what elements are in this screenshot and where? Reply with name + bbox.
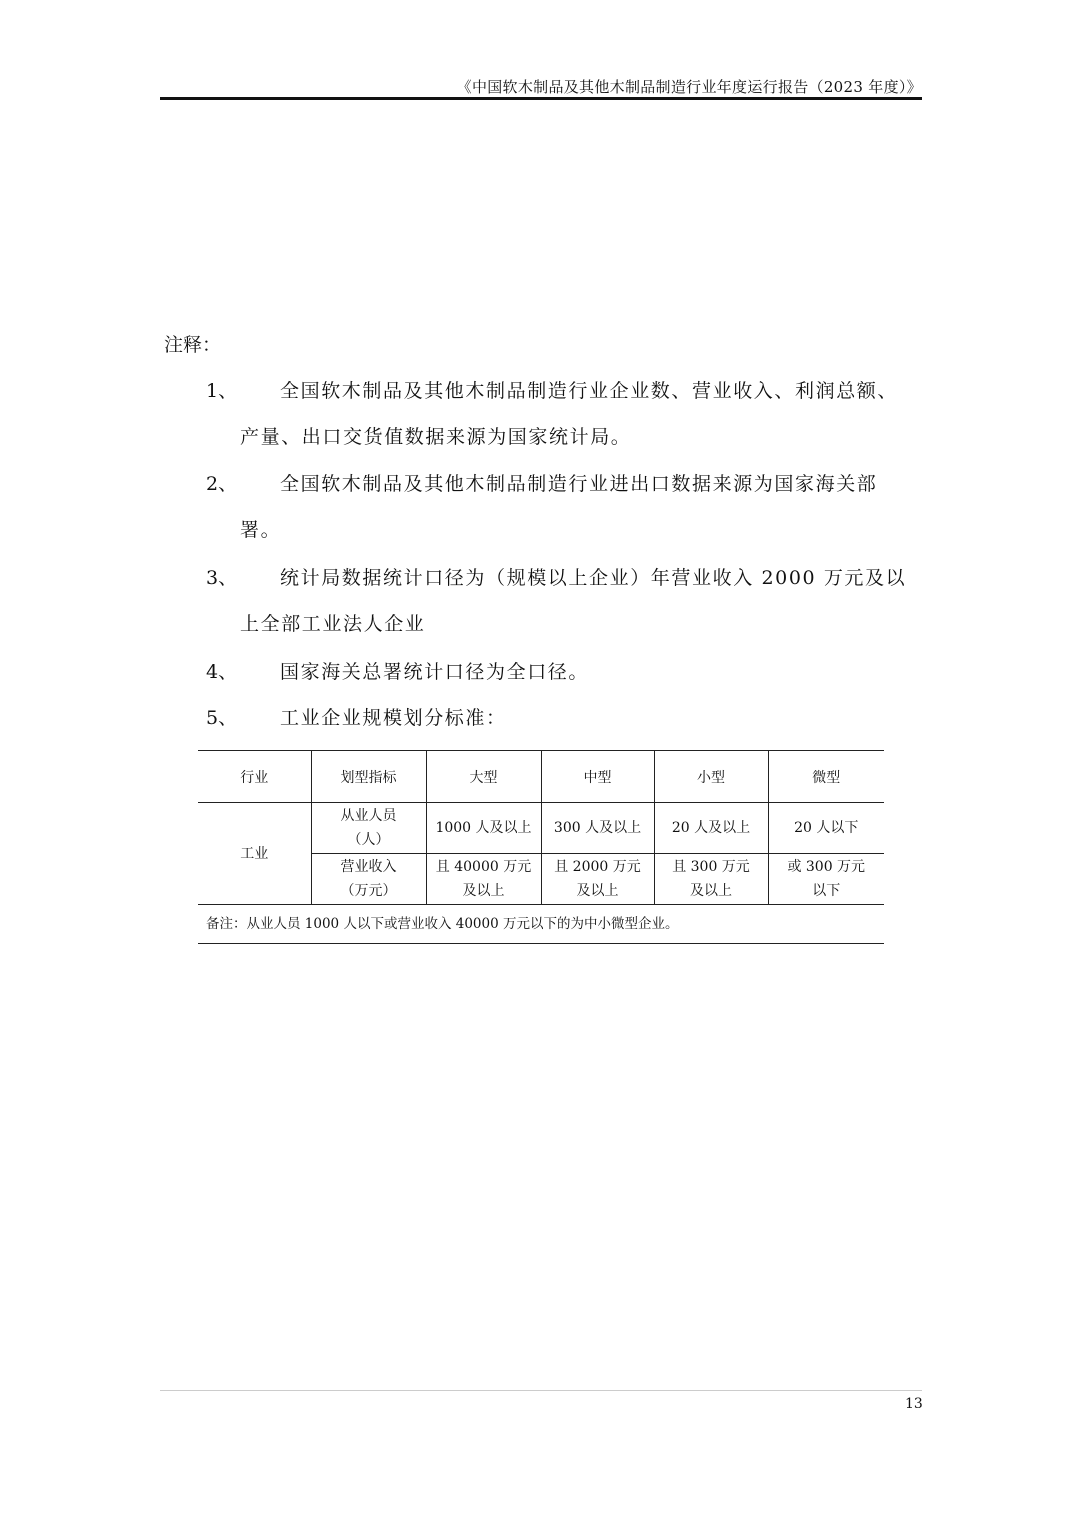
enterprise-scale-table	[198, 750, 884, 944]
note-text-line: 上全部工业法人企业	[240, 613, 426, 635]
note-text-line: 全国软木制品及其他木制品制造行业企业数、营业收入、利润总额、	[280, 380, 899, 402]
cell-line: 或 300 万元	[787, 859, 866, 875]
note-text-line: 国家海关总署统计口径为全口径。	[280, 661, 590, 683]
note-text-line: 全国软木制品及其他木制品制造行业进出口数据来源为国家海关部	[280, 473, 878, 495]
indicator-unit: （人）	[347, 832, 390, 848]
note-number: 2、	[206, 473, 238, 495]
table-cell-large: 1000 人及以上	[426, 803, 541, 854]
indicator-label: 营业收入	[340, 859, 397, 875]
report-header-title: 《中国软木制品及其他木制品制造行业年度运行报告（2023 年度）》	[456, 78, 922, 96]
table-cell-medium: 300 人及以上	[541, 803, 654, 854]
cell-line: 且 40000 万元	[435, 859, 532, 875]
note-text-line: 产量、出口交货值数据来源为国家统计局。	[240, 426, 632, 448]
notes-heading: 注释：	[164, 334, 222, 356]
note-number: 5、	[206, 707, 238, 729]
industry-cell: 工业	[198, 803, 311, 905]
cell-line: 及以上	[690, 883, 732, 899]
cell-line: 且 2000 万元	[554, 859, 641, 875]
cell-line: 以下	[812, 883, 841, 899]
column-header: 小型	[654, 751, 768, 803]
note-number: 3、	[206, 567, 238, 589]
note-number: 1、	[206, 380, 238, 402]
table-header-row	[198, 751, 884, 803]
header-divider	[160, 97, 922, 100]
note-text-line: 工业企业规模划分标准：	[280, 707, 507, 729]
indicator-cell	[311, 803, 426, 854]
cell-line: 及以上	[576, 883, 619, 899]
page-number: 13	[905, 1396, 923, 1412]
column-header: 划型指标	[311, 751, 426, 803]
indicator-label: 从业人员	[340, 808, 397, 824]
table-footnote: 备注：从业人员 1000 人以下或营业收入 40000 万元以下的为中小微型企业。	[198, 905, 884, 944]
indicator-unit: （万元）	[340, 883, 397, 899]
column-header: 大型	[426, 751, 541, 803]
note-number: 4、	[206, 661, 238, 683]
column-header: 中型	[541, 751, 654, 803]
indicator-cell	[311, 854, 426, 905]
table-cell-small: 20 人及以上	[654, 803, 768, 854]
cell-line: 及以上	[462, 883, 505, 899]
table-cell-micro: 20 人以下	[768, 803, 884, 854]
cell-line: 且 300 万元	[672, 859, 750, 875]
table-cell-small	[654, 854, 768, 905]
column-header: 微型	[768, 751, 884, 803]
note-text-line: 统计局数据统计口径为（规模以上企业）年营业收入 2000 万元及以	[280, 567, 907, 589]
column-header: 行业	[198, 751, 311, 803]
table-cell-large	[426, 854, 541, 905]
table-footnote-row	[198, 905, 884, 944]
footer-divider	[160, 1390, 922, 1391]
table-row	[198, 803, 884, 854]
table-cell-micro	[768, 854, 884, 905]
note-text-line: 署。	[240, 519, 282, 541]
table-cell-medium	[541, 854, 654, 905]
